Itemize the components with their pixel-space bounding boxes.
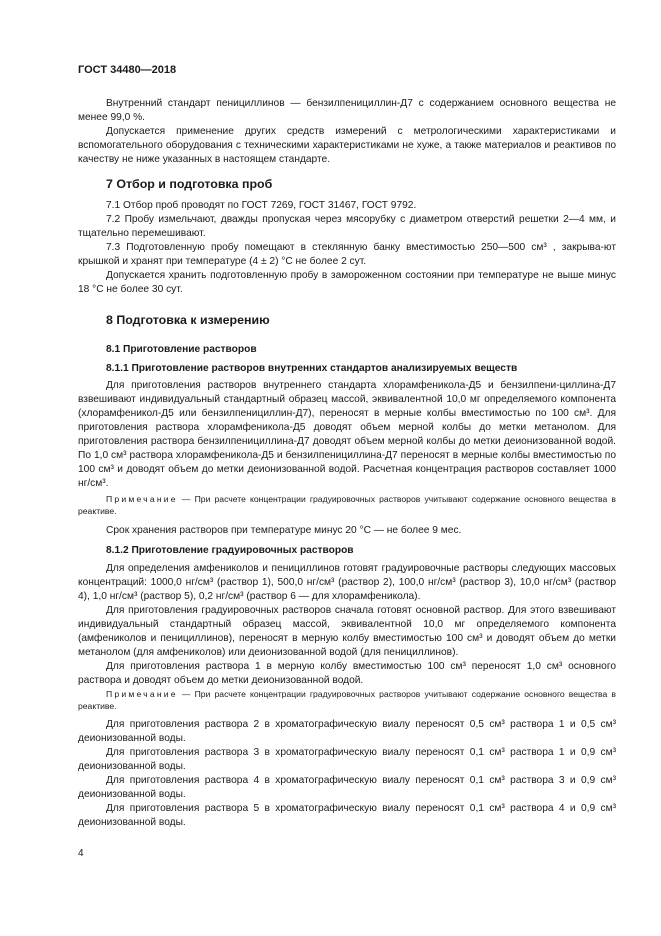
clause-7-1: 7.1 Отбор проб проводят по ГОСТ 7269, ГОСТ 31467, ГОСТ 9792. (106, 200, 417, 211)
clause-8-1-1-body (78, 379, 616, 491)
note-1-text: — При расчете концентрации градуировочных растворов учитывают содержание основного вещества в реактиве. (78, 494, 616, 516)
clause-7-3: 7.3 Подготовленную пробу помещают в стеклянную банку вместимостью 250—500 см³ , закрыва-ют крышкой и хранят при температуре (4 ± 2) °C не более 2 сут. (78, 242, 616, 267)
section-7-title: 7 Отбор и подготовка проб (106, 177, 273, 191)
section-8 (78, 313, 616, 327)
note-2-text: — При расчете концентрации градуировочных растворов учитывают содержание основного вещества в реактиве. (78, 689, 616, 711)
dilution-list (78, 718, 616, 830)
clause-8-1-1-text: Для приготовления растворов внутреннего стандарта хлорамфеникола-Д5 и бензилпени-циллина-Д7 взвешивают индивидуальный стандартный образец массой, эквивалентной 10,0 мг определяемого компонента (хлорамфеникол-Д5 или бензилпенициллин-Д7), переносят в мерные колбы вместимостью по 100 см³. Для приготовления раствора хлорамфеникола-Д5 доводят объем мерной колбы до метки метанолом. Для приготовления раствора бензилпенициллина-Д7 доводят объем мерной колбы до метки деионизованной водой. По 1,0 см³ раствора хлорамфеникола-Д5 и бензилпенициллина-Д7 переносят в мерные колбы вместимостью по 100 см³ и доводят объем до метки деионизованной водой. Расчетная концентрация растворов составляет 1000 нг/см³. (78, 380, 616, 489)
solution-2-preparation: Для приготовления раствора 2 в хроматографическую виалу переносят 0,5 см³ раствора 1 и 0,5 см³ деионизованной воды. (78, 719, 616, 744)
intro-block (78, 97, 616, 167)
intro-paragraph-equipment: Допускается применение других средств измерений с метрологическими характеристиками и вспомогательного оборудования с техническими характеристиками не хуже, а также материалов и реактивов по качеству не ниже указанных в настоящем стандарте. (78, 126, 616, 165)
solution-1-preparation: Для приготовления раствора 1 в мерную колбу вместимостью 100 см³ переносят 1,0 см³ основного раствора и доводят объем до метки деионизованной водой. (78, 661, 616, 686)
calibration-concentrations: Для определения амфениколов и пенициллинов готовят градуировочные растворы следующих массовых концентраций: 1000,0 нг/см³ (раствор 1), 500,0 нг/см³ (раствор 2), 100,0 нг/см³ (раствор 3), 10,0 нг/см³ (раствор 4), 1,0 нг/см³ (раствор 5), 0,2 нг/см³ (раствор 6 — для хлорамфеникола). (78, 563, 616, 602)
note-1 (78, 493, 616, 517)
storage-line (78, 524, 616, 538)
section-8-title: 8 Подготовка к измерению (106, 313, 270, 327)
note-2-label: Примечание (106, 689, 178, 699)
note-2 (78, 688, 616, 712)
clause-8-1-2 (78, 545, 616, 556)
subsection-8-1-title: 8.1 Приготовление растворов (106, 344, 257, 355)
clause-8-1-1 (78, 363, 616, 374)
clause-7-note: Допускается хранить подготовленную пробу в замороженном состоянии при температуре не выше минус 18 °C не более 30 сут. (78, 270, 616, 295)
section-7 (78, 177, 616, 191)
clause-7-2: 7.2 Пробу измельчают, дважды пропуская через мясорубку с диаметром отверстий решетки 2—4 мм, и тщательно перемешивают. (78, 214, 616, 239)
solution-4-preparation: Для приготовления раствора 4 в хроматографическую виалу переносят 0,1 см³ раствора 3 и 0,9 см³ деионизованной воды. (78, 775, 616, 800)
solution-5-preparation: Для приготовления раствора 5 в хроматографическую виалу переносят 0,1 см³ раствора 4 и 0,9 см³ деионизованной воды. (78, 803, 616, 828)
stock-solution-preparation: Для приготовления градуировочных растворов сначала готовят основной раствор. Для этого взвешивают индивидуальный стандартный образец массой, эквивалентной 10,0 мг определяемого компонента (амфениколов и пенициллинов), переносят в мерную колбу вместимостью 100 см³ и доводят объем до метки метанолом (для амфениколов) или деионизованной водой (для пенициллинов). (78, 605, 616, 658)
document-header: ГОСТ 34480—2018 (78, 64, 177, 76)
storage-text: Срок хранения растворов при температуре минус 20 °C — не более 9 мес. (106, 525, 462, 536)
solution-3-preparation: Для приготовления раствора 3 в хроматографическую виалу переносят 0,1 см³ раствора 1 и 0,9 см³ деионизованной воды. (78, 747, 616, 772)
subsection-8-1 (78, 344, 616, 355)
clause-8-1-2-body (78, 562, 616, 688)
intro-paragraph-internal-standard: Внутренний стандарт пенициллинов — бензилпенициллин-Д7 с содержанием основного вещества не менее 99,0 %. (78, 98, 616, 123)
clause-8-1-2-title: 8.1.2 Приготовление градуировочных растворов (106, 545, 354, 556)
note-1-label: Примечание (106, 494, 178, 504)
page-number: 4 (78, 848, 84, 859)
clause-8-1-1-title: 8.1.1 Приготовление растворов внутренних стандартов анализируемых веществ (106, 363, 518, 374)
section-7-body (78, 199, 616, 297)
